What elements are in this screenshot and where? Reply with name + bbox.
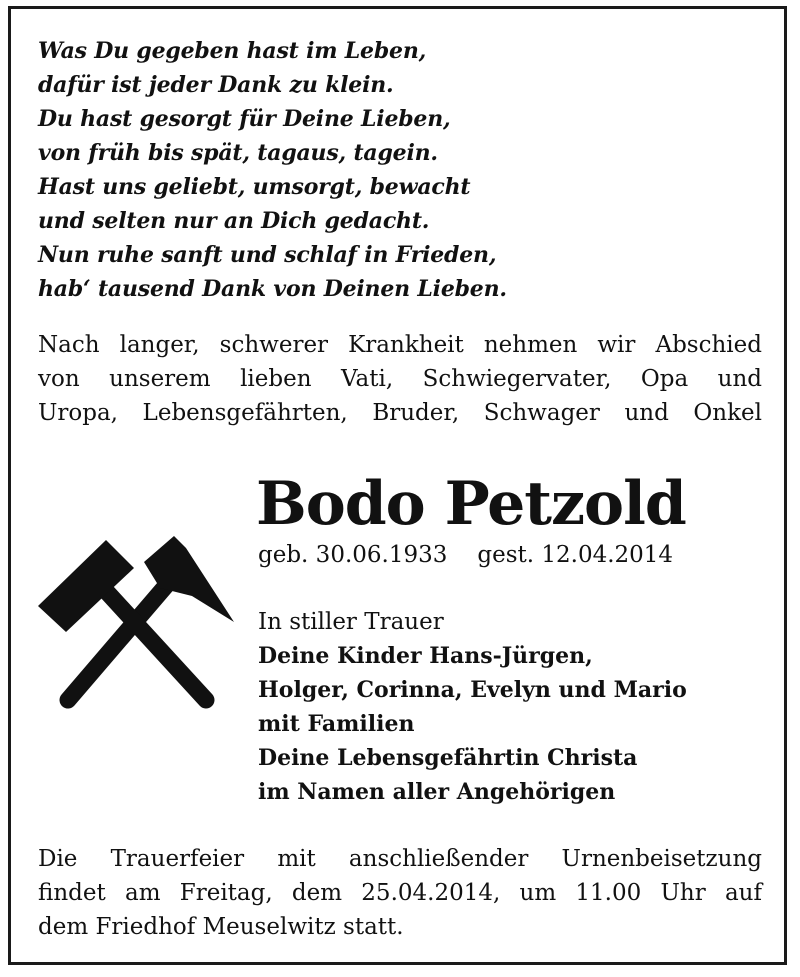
poem-line: Du hast gesorgt für Deine Lieben, bbox=[38, 106, 451, 132]
birth-date: geb. 30.06.1933 bbox=[258, 542, 448, 568]
poem-line: Nun ruhe sanft und schlaf in Frieden, bbox=[38, 242, 497, 268]
mourner-line: Deine Kinder Hans-Jürgen, bbox=[258, 643, 593, 669]
intro-line: von unserem lieben Vati, Schwiegervater, Opa und bbox=[38, 366, 762, 392]
mourner-line: Holger, Corinna, Evelyn und Mario bbox=[258, 677, 687, 703]
poem-line: Hast uns geliebt, umsorgt, bewacht bbox=[38, 174, 471, 200]
deceased-name: Bodo Petzold bbox=[256, 469, 686, 539]
pick-head bbox=[144, 536, 234, 622]
poem-line: hab‘ tausend Dank von Deinen Lieben. bbox=[38, 276, 507, 302]
poem-line: Was Du gegeben hast im Leben, bbox=[38, 38, 427, 64]
ceremony-line: dem Friedhof Meuselwitz statt. bbox=[38, 914, 404, 940]
poem-line: von früh bis spät, tagaus, tagein. bbox=[38, 140, 438, 166]
mourner-line: mit Familien bbox=[258, 711, 415, 737]
life-dates bbox=[258, 538, 673, 572]
mourner-line: Deine Lebensgefährtin Christa bbox=[258, 745, 638, 771]
mourner-line: im Namen aller Angehörigen bbox=[258, 779, 616, 805]
mourners-block bbox=[258, 605, 778, 809]
mourning-heading: In stiller Trauer bbox=[258, 609, 444, 635]
ceremony-line: findet am Freitag, dem 25.04.2014, um 11.00 Uhr auf bbox=[38, 880, 762, 906]
poem-line: dafür ist jeder Dank zu klein. bbox=[38, 72, 394, 98]
ceremony-text bbox=[38, 842, 762, 944]
intro-line: Nach langer, schwerer Krankheit nehmen wir Abschied bbox=[38, 332, 762, 358]
intro-line: Uropa, Lebensgefährten, Bruder, Schwager und Onkel bbox=[38, 400, 762, 426]
poem-line: und selten nur an Dich gedacht. bbox=[38, 208, 430, 234]
poem bbox=[38, 34, 738, 306]
ceremony-line: Die Trauerfeier mit anschließender Urnenbeisetzung bbox=[38, 846, 762, 872]
death-date: gest. 12.04.2014 bbox=[477, 542, 674, 568]
intro-text bbox=[38, 328, 762, 430]
hammer-and-pick-icon bbox=[36, 532, 242, 718]
